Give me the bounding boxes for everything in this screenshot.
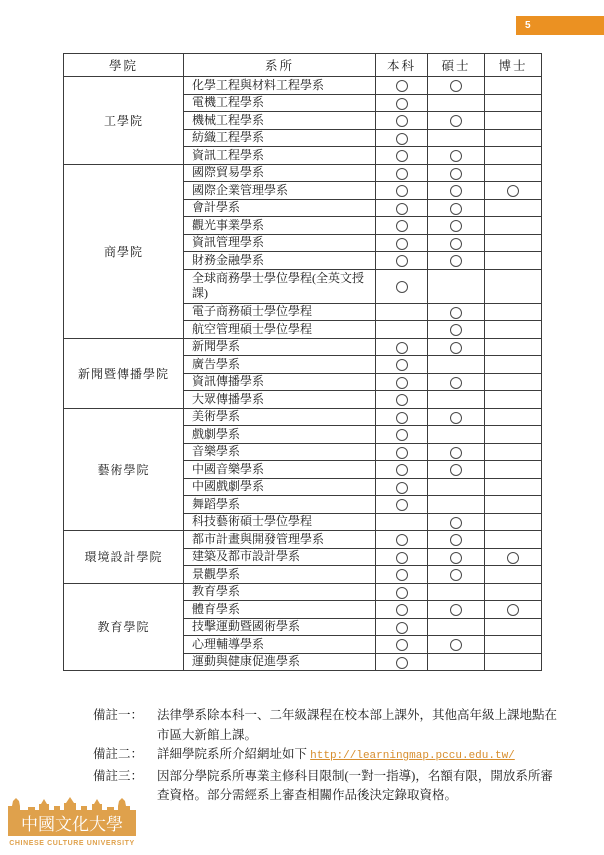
offered-circle-icon [450,464,462,476]
offered-circle-icon [450,342,462,354]
degree-doctor-cell [485,234,542,252]
department-cell: 建築及都市設計學系 [184,548,376,566]
degree-master-cell [428,234,485,252]
note-3-label: 備註三： [93,768,144,783]
offered-circle-icon [450,569,462,581]
degree-doctor-cell [485,478,542,496]
degree-bachelor-cell [376,461,428,479]
department-cell: 航空管理碩士學位學程 [184,321,376,339]
degree-doctor-cell [485,269,542,303]
offered-circle-icon [450,307,462,319]
note-3-text: 因部分學院系所專業主修科目限制(一對一指導)，名額有限，開放系所審查資格。部分需經系上審查相關作品後決定錄取資格。 [157,768,553,802]
degree-bachelor-cell [376,636,428,654]
degree-master-cell [428,303,485,321]
department-cell: 技擊運動暨國術學系 [184,618,376,636]
page-number: 5 [525,20,531,31]
note-1-text: 法律學系除本科一、二年級課程在校本部上課外，其他高年級上課地點在市區大新館上課。 [157,708,558,742]
offered-circle-icon [450,552,462,564]
table-header-row [64,54,542,77]
degree-bachelor-cell [376,269,428,303]
degree-master-cell [428,217,485,235]
degree-master-cell [428,129,485,147]
department-cell: 會計學系 [184,199,376,217]
degree-doctor-cell [485,636,542,654]
note-3 [93,767,563,806]
offered-circle-icon [396,657,408,669]
degree-bachelor-cell [376,356,428,374]
note-1-label: 備註一： [93,708,144,722]
department-cell: 資訊傳播學系 [184,373,376,391]
degree-master-cell [428,653,485,671]
degree-doctor-cell [485,164,542,182]
degree-doctor-cell [485,182,542,200]
department-cell: 國際貿易學系 [184,164,376,182]
department-cell: 資訊工程學系 [184,147,376,165]
offered-circle-icon [396,342,408,354]
department-cell: 科技藝術碩士學位學程 [184,513,376,531]
college-cell: 教育學院 [64,583,184,671]
department-cell: 觀光事業學系 [184,217,376,235]
degree-master-cell [428,583,485,601]
degree-master-cell [428,443,485,461]
degree-doctor-cell [485,461,542,479]
page-number-tab [516,16,604,35]
degree-bachelor-cell [376,112,428,130]
offered-circle-icon [396,552,408,564]
degree-doctor-cell [485,496,542,514]
degree-bachelor-cell [376,147,428,165]
offered-circle-icon [396,429,408,441]
degree-bachelor-cell [376,408,428,426]
offered-circle-icon [396,133,408,145]
department-cell: 音樂學系 [184,443,376,461]
offered-circle-icon [396,394,408,406]
table-row [64,408,542,426]
note-2-description: 詳細學院系所介紹網址如下 [157,747,308,761]
degree-bachelor-cell [376,199,428,217]
offered-circle-icon [396,185,408,197]
degree-doctor-cell [485,112,542,130]
department-cell: 美術學系 [184,408,376,426]
degree-master-cell [428,182,485,200]
degree-doctor-cell [485,356,542,374]
department-cell: 教育學系 [184,583,376,601]
offered-circle-icon [396,80,408,92]
offered-circle-icon [450,185,462,197]
degree-doctor-cell [485,303,542,321]
degree-doctor-cell [485,583,542,601]
offered-circle-icon [396,412,408,424]
offered-circle-icon [450,447,462,459]
department-cell: 運動與健康促進學系 [184,653,376,671]
degree-doctor-cell [485,443,542,461]
degree-bachelor-cell [376,77,428,95]
department-cell: 資訊管理學系 [184,234,376,252]
offered-circle-icon [396,359,408,371]
department-cell: 新聞學系 [184,338,376,356]
degree-bachelor-cell [376,531,428,549]
degree-bachelor-cell [376,583,428,601]
table-body [64,77,542,671]
note-2-label: 備註二： [93,747,144,761]
offered-circle-icon [450,255,462,267]
offered-circle-icon [450,324,462,336]
university-logo [8,794,136,850]
department-cell: 中國戲劇學系 [184,478,376,496]
offered-circle-icon [450,150,462,162]
degree-doctor-cell [485,129,542,147]
offered-circle-icon [450,238,462,250]
degree-bachelor-cell [376,182,428,200]
degree-master-cell [428,391,485,409]
offered-circle-icon [396,499,408,511]
header-master: 碩士 [428,54,485,77]
degree-doctor-cell [485,408,542,426]
degree-bachelor-cell [376,321,428,339]
offered-circle-icon [450,517,462,529]
offered-circle-icon [396,377,408,389]
offered-circle-icon [396,203,408,215]
degree-master-cell [428,548,485,566]
degree-master-cell [428,199,485,217]
degree-doctor-cell [485,373,542,391]
department-cell: 廣告學系 [184,356,376,374]
degree-doctor-cell [485,653,542,671]
department-cell: 紡織工程學系 [184,129,376,147]
offered-circle-icon [396,98,408,110]
degree-bachelor-cell [376,234,428,252]
offered-circle-icon [396,622,408,634]
department-cell: 電機工程學系 [184,94,376,112]
offered-circle-icon [450,534,462,546]
degree-bachelor-cell [376,252,428,270]
degree-doctor-cell [485,601,542,619]
degree-doctor-cell [485,321,542,339]
degree-bachelor-cell [376,618,428,636]
offered-circle-icon [396,238,408,250]
degree-master-cell [428,112,485,130]
degree-master-cell [428,338,485,356]
degree-master-cell [428,408,485,426]
college-cell: 藝術學院 [64,408,184,531]
degree-doctor-cell [485,199,542,217]
degree-bachelor-cell [376,443,428,461]
degree-master-cell [428,269,485,303]
degree-master-cell [428,164,485,182]
department-cell: 景觀學系 [184,566,376,584]
offered-circle-icon [450,203,462,215]
degree-master-cell [428,321,485,339]
offered-circle-icon [450,168,462,180]
offered-circle-icon [396,604,408,616]
degree-doctor-cell [485,252,542,270]
degree-master-cell [428,252,485,270]
degree-doctor-cell [485,531,542,549]
department-cell: 大眾傳播學系 [184,391,376,409]
degree-doctor-cell [485,94,542,112]
offered-circle-icon [396,220,408,232]
degree-master-cell [428,513,485,531]
logo-chinese-text: 中國文化大學 [21,815,123,834]
offered-circle-icon [396,482,408,494]
offered-circle-icon [450,412,462,424]
offered-circle-icon [396,534,408,546]
degree-master-cell [428,618,485,636]
header-bachelor: 本科 [376,54,428,77]
department-cell: 舞蹈學系 [184,496,376,514]
degree-bachelor-cell [376,94,428,112]
offered-circle-icon [450,80,462,92]
degree-bachelor-cell [376,373,428,391]
degree-bachelor-cell [376,391,428,409]
degree-doctor-cell [485,426,542,444]
degree-bachelor-cell [376,129,428,147]
degree-doctor-cell [485,391,542,409]
degree-master-cell [428,426,485,444]
degree-master-cell [428,478,485,496]
degree-bachelor-cell [376,164,428,182]
offered-circle-icon [450,220,462,232]
notes-section [93,706,563,806]
department-cell: 化學工程與材料工程學系 [184,77,376,95]
offered-circle-icon [507,604,519,616]
degree-master-cell [428,356,485,374]
degree-bachelor-cell [376,478,428,496]
degree-doctor-cell [485,338,542,356]
degree-master-cell [428,147,485,165]
offered-circle-icon [450,639,462,651]
department-cell: 全球商務學士學位學程(全英文授課) [184,269,376,303]
offered-circle-icon [396,447,408,459]
table-row [64,338,542,356]
degree-doctor-cell [485,618,542,636]
degree-master-cell [428,566,485,584]
offered-circle-icon [507,552,519,564]
offered-circle-icon [396,115,408,127]
college-department-table [63,53,542,671]
degree-doctor-cell [485,566,542,584]
department-cell: 戲劇學系 [184,426,376,444]
offered-circle-icon [396,255,408,267]
offered-circle-icon [396,587,408,599]
department-cell: 中國音樂學系 [184,461,376,479]
degree-doctor-cell [485,147,542,165]
department-cell: 都市計畫與開發管理學系 [184,531,376,549]
offered-circle-icon [450,377,462,389]
department-cell: 國際企業管理學系 [184,182,376,200]
degree-doctor-cell [485,548,542,566]
offered-circle-icon [450,115,462,127]
department-cell: 財務金融學系 [184,252,376,270]
degree-bachelor-cell [376,217,428,235]
department-cell: 電子商務碩士學位學程 [184,303,376,321]
header-college: 學院 [64,54,184,77]
department-cell: 機械工程學系 [184,112,376,130]
degree-master-cell [428,373,485,391]
header-department: 系所 [184,54,376,77]
college-cell: 商學院 [64,164,184,338]
table-row [64,77,542,95]
degree-bachelor-cell [376,601,428,619]
offered-circle-icon [396,639,408,651]
note-2 [93,745,563,767]
offered-circle-icon [396,569,408,581]
header-doctor: 博士 [485,54,542,77]
college-cell: 新聞暨傳播學院 [64,338,184,408]
degree-master-cell [428,77,485,95]
offered-circle-icon [450,604,462,616]
degree-master-cell [428,461,485,479]
offered-circle-icon [396,168,408,180]
department-cell: 體育學系 [184,601,376,619]
offered-circle-icon [396,281,408,293]
intro-url-link[interactable]: http://learningmap.pccu.edu.tw/ [310,750,515,762]
department-cell: 心理輔導學系 [184,636,376,654]
offered-circle-icon [396,464,408,476]
degree-doctor-cell [485,513,542,531]
degree-master-cell [428,601,485,619]
note-2-text [157,745,563,767]
college-cell: 工學院 [64,77,184,165]
logo-english-text: CHINESE CULTURE UNIVERSITY [9,840,135,847]
degree-master-cell [428,496,485,514]
note-1 [93,706,563,745]
offered-circle-icon [507,185,519,197]
college-cell: 環境設計學院 [64,531,184,584]
degree-master-cell [428,531,485,549]
degree-bachelor-cell [376,513,428,531]
degree-bachelor-cell [376,566,428,584]
degree-bachelor-cell [376,496,428,514]
degree-bachelor-cell [376,303,428,321]
degree-bachelor-cell [376,653,428,671]
degree-doctor-cell [485,77,542,95]
degree-doctor-cell [485,217,542,235]
degree-bachelor-cell [376,426,428,444]
degree-bachelor-cell [376,548,428,566]
table-row [64,531,542,549]
table-row [64,164,542,182]
degree-master-cell [428,94,485,112]
degree-bachelor-cell [376,338,428,356]
degree-master-cell [428,636,485,654]
table-row [64,583,542,601]
offered-circle-icon [396,150,408,162]
